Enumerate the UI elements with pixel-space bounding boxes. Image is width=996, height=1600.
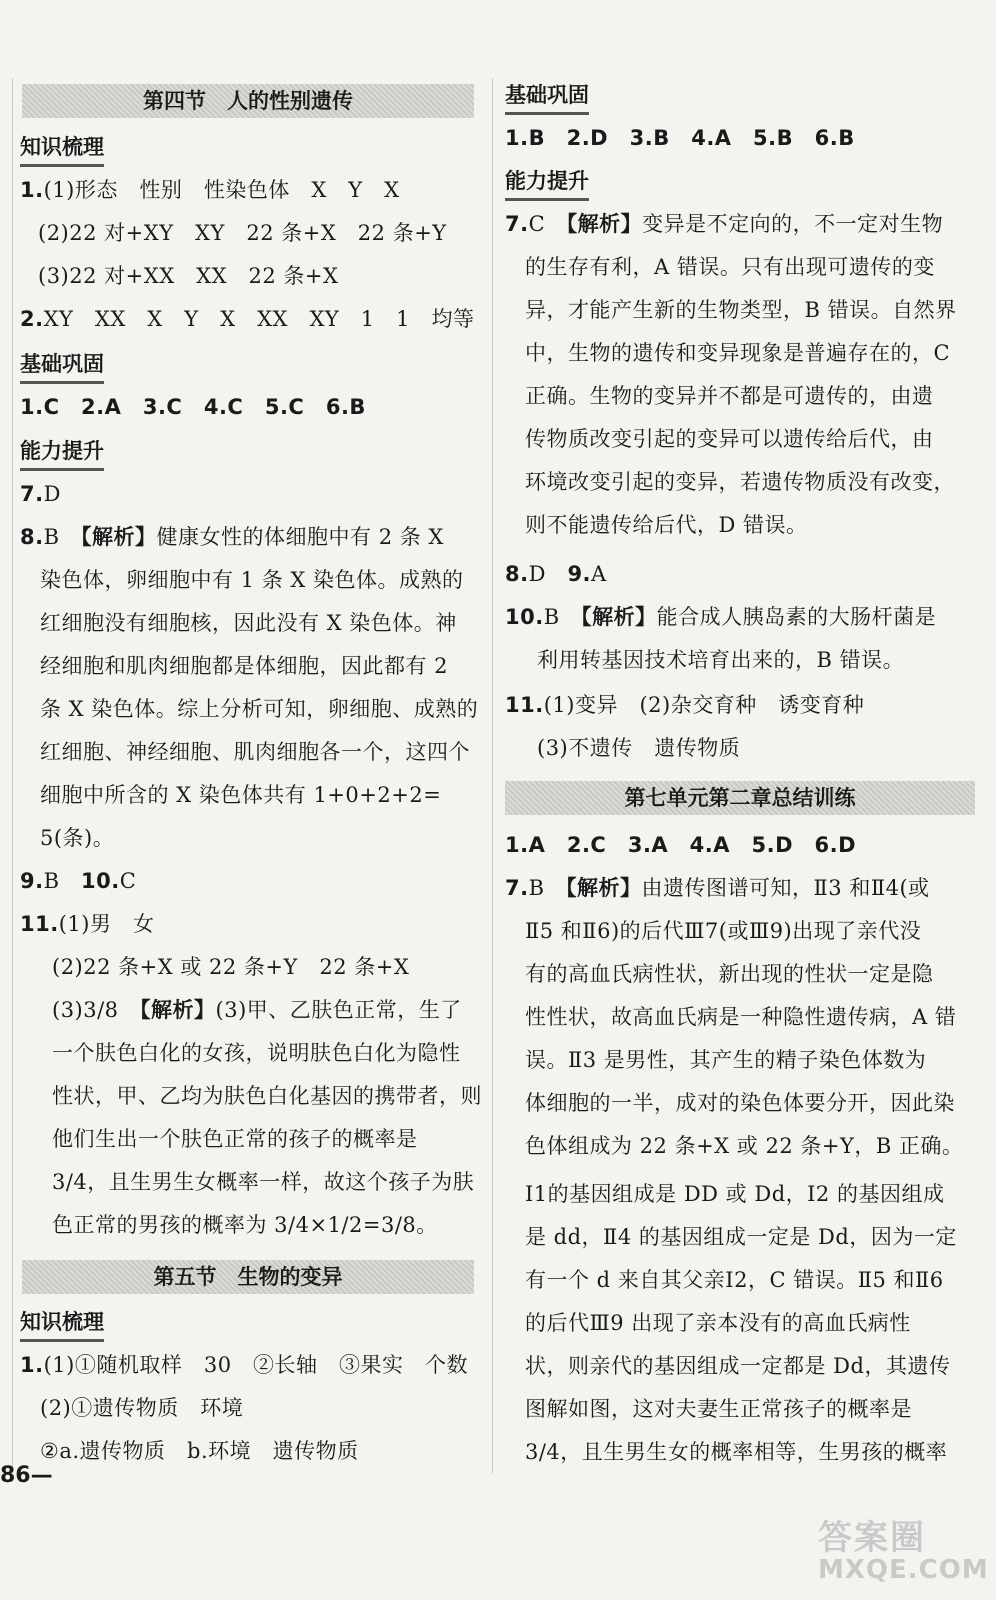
analysis-tag: 【解析】 xyxy=(566,212,643,236)
answer-line: 11.(1)男 女 xyxy=(20,912,155,936)
answer-line: 则不能遗传给后代，D 错误。 xyxy=(525,513,808,537)
answer-line: 经细胞和肌肉细胞都是体细胞，因此都有 2 xyxy=(40,654,449,678)
answer-line: 3/4，且生男生女概率一样，故这个孩子为肤 xyxy=(52,1170,475,1194)
analysis-tag: 【解析】 xyxy=(81,525,157,549)
subheading-ability: 能力提升 xyxy=(505,166,589,201)
watermark-logo xyxy=(818,1510,989,1585)
answer-line: 3/4，且生男生女的概率相等，生男孩的概率 xyxy=(525,1440,948,1464)
answer-line: 1.A 2.C 3.A 4.A 5.D 6.D xyxy=(505,833,857,857)
answer-line: 1.(1)①随机取样 30 ②长轴 ③果实 个数 xyxy=(20,1353,469,1377)
answer-line: 色正常的男孩的概率为 3/4×1/2=3/8。 xyxy=(52,1213,438,1237)
answer-line: 误。Ⅱ3 是男性，其产生的精子染色体数为 xyxy=(525,1048,927,1072)
subheading-knowledge: 知识梳理 xyxy=(20,132,104,167)
answer-line: 8.D 9.A xyxy=(505,562,607,586)
answer-line: 异，才能产生新的生物类型，B 错误。自然界 xyxy=(525,298,957,322)
answer-line: 染色体，卵细胞中有 1 条 X 染色体。成熟的 xyxy=(40,568,464,592)
subheading-basics: 基础巩固 xyxy=(20,349,104,384)
answer-line: 2.XY XX X Y X XX XY 1 1 均等 xyxy=(20,307,475,331)
answer-line: 7.C 【解析】变异是不定向的，不一定对生物 xyxy=(505,212,944,236)
answer-line: 利用转基因技术培育出来的，B 错误。 xyxy=(537,648,905,672)
answer-line: (3)22 对+XX XX 22 条+X xyxy=(38,264,339,288)
answer-line: 的后代Ⅲ9 出现了亲本没有的高血氏病性 xyxy=(525,1311,911,1335)
answer-line: 体细胞的一半，成对的染色体要分开，因此染 xyxy=(525,1091,955,1115)
analysis-tag: 【解析】 xyxy=(140,998,216,1022)
answer-line: 有的高血氏病性状，新出现的性状一定是隐 xyxy=(525,962,934,986)
answer-line: 1.(1)形态 性别 性染色体 X Y X xyxy=(20,178,400,202)
answer-line: 是 dd，Ⅱ4 的基因组成一定是 Dd，因为一定 xyxy=(525,1225,957,1249)
analysis-tag: 【解析】 xyxy=(566,876,642,900)
watermark-cn: 答案圈 xyxy=(818,1518,926,1558)
answer-line: 条 X 染色体。综上分析可知，卵细胞、成熟的 xyxy=(40,697,479,721)
answer-line: 传物质改变引起的变异可以遗传给后代，由 xyxy=(525,427,934,451)
answer-line: 状，则亲代的基因组成一定都是 Dd，其遗传 xyxy=(525,1354,951,1378)
answer-line: (3)3/8 【解析】(3)甲、乙肤色正常，生了 xyxy=(52,998,462,1022)
answer-line: Ⅰ1的基因组成是 DD 或 Dd，Ⅰ2 的基因组成 xyxy=(525,1182,945,1206)
answer-line: 8.B 【解析】健康女性的体细胞中有 2 条 X xyxy=(20,525,444,549)
answer-line: 红细胞没有细胞核，因此没有 X 染色体。神 xyxy=(40,611,457,635)
answer-line: 9.B 10.C xyxy=(20,869,137,893)
answer-line: 他们生出一个肤色正常的孩子的概率是 xyxy=(52,1127,418,1151)
answer-line: (3)不遗传 遗传物质 xyxy=(537,736,741,760)
answer-line: (2)22 对+XY XY 22 条+X 22 条+Y xyxy=(38,221,447,245)
column-divider xyxy=(492,78,493,1473)
answer-line: 5(条)。 xyxy=(40,826,115,850)
answer-line: 性状，甲、乙均为肤色白化基因的携带者，则 xyxy=(52,1084,482,1108)
answer-line: 一个肤色白化的女孩，说明肤色白化为隐性 xyxy=(52,1041,461,1065)
answer-line: 中，生物的遗传和变异现象是普遍存在的，C xyxy=(525,341,951,365)
answer-line: 11.(1)变异 (2)杂交育种 诱变育种 xyxy=(505,693,865,717)
answer-line: 的生存有利，A 错误。只有出现可遗传的变 xyxy=(525,255,935,279)
answer-line: 色体组成为 22 条+X 或 22 条+Y，B 正确。 xyxy=(525,1134,964,1158)
section-banner-variation: 第五节 生物的变异 xyxy=(22,1260,474,1294)
subheading-knowledge: 知识梳理 xyxy=(20,1307,104,1342)
answer-line: 1.B 2.D 3.B 4.A 5.B 6.B xyxy=(505,126,855,150)
page-number: 86— xyxy=(0,1463,53,1488)
answer-line: Ⅱ5 和Ⅱ6)的后代Ⅲ7(或Ⅲ9)出现了亲代没 xyxy=(525,919,922,943)
answer-line: 7.B 【解析】由遗传图谱可知，Ⅱ3 和Ⅱ4(或 xyxy=(505,876,930,900)
answer-line: (2)①遗传物质 环境 xyxy=(40,1396,244,1420)
answer-line: ②a.遗传物质 b.环境 遗传物质 xyxy=(40,1439,359,1463)
answer-line: 环境改变引起的变异，若遗传物质没有改变， xyxy=(525,470,955,494)
analysis-tag: 【解析】 xyxy=(581,605,657,629)
left-margin-rule xyxy=(12,78,13,1473)
answer-line: 性性状，故高血氏病是一种隐性遗传病，A 错 xyxy=(525,1005,957,1029)
answer-line: 有一个 d 来自其父亲Ⅰ2，C 错误。Ⅱ5 和Ⅱ6 xyxy=(525,1268,944,1292)
answer-line: 7.D xyxy=(20,482,61,506)
answer-line: 细胞中所含的 X 染色体共有 1+0+2+2= xyxy=(40,783,442,807)
answer-line: 红细胞、神经细胞、肌肉细胞各一个，这四个 xyxy=(40,740,470,764)
section-banner-sex-inheritance: 第四节 人的性别遗传 xyxy=(22,84,474,118)
section-banner-chapter-review: 第七单元第二章总结训练 xyxy=(505,781,975,815)
answer-line: 10.B 【解析】能合成人胰岛素的大肠杆菌是 xyxy=(505,605,937,629)
answer-line: (2)22 条+X 或 22 条+Y 22 条+X xyxy=(52,955,410,979)
answer-line: 图解如图，这对夫妻生正常孩子的概率是 xyxy=(525,1397,912,1421)
answer-line: 正确。生物的变异并不都是可遗传的，由遗 xyxy=(525,384,934,408)
subheading-basics: 基础巩固 xyxy=(505,80,589,115)
answer-line: 1.C 2.A 3.C 4.C 5.C 6.B xyxy=(20,395,366,419)
watermark-en: MXQE.COM xyxy=(818,1555,989,1585)
subheading-ability: 能力提升 xyxy=(20,436,104,471)
